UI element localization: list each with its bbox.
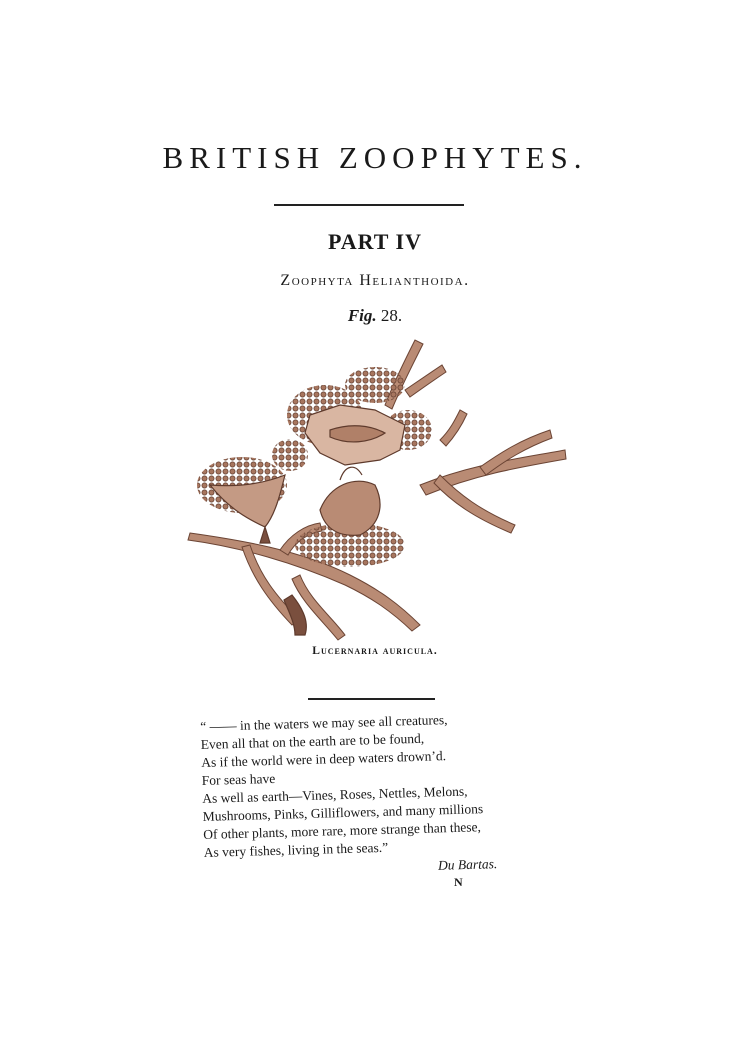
- poem-line: As well as earth—Vines, Roses, Nettles, Melons,: [202, 783, 468, 806]
- lucernaria-illustration: [180, 335, 570, 645]
- figure-number: 28.: [380, 306, 403, 325]
- figure-caption: Lucernaria auricula.: [312, 645, 438, 657]
- part-subtitle: Zoophyta Helianthoida.: [280, 272, 470, 289]
- poem-quote: [200, 708, 564, 862]
- figure-label-text: Fig.: [347, 306, 377, 325]
- poem-line: Of other plants, more rare, more strange than these,: [203, 819, 482, 842]
- page-title: BRITISH ZOOPHYTES.: [162, 140, 588, 175]
- signature-mark: N: [454, 875, 463, 889]
- poem-line: As very fishes, living in the seas.”: [203, 839, 389, 860]
- polyp-clusters: [197, 367, 432, 567]
- poem-line: “ —— in the waters we may see all creatures,: [200, 712, 448, 734]
- poem-author: Du Bartas.: [437, 856, 498, 873]
- poem-line: Mushrooms, Pinks, Gilliflowers, and many millions: [202, 801, 484, 824]
- title-divider: [274, 204, 464, 206]
- caption-divider: [308, 698, 435, 700]
- figure-label: [0, 306, 750, 326]
- poem-line: Even all that on the earth are to be found,: [200, 730, 425, 752]
- poem-line: For seas have: [201, 770, 276, 788]
- part-heading: PART IV: [327, 229, 423, 254]
- poem-line: As if the world were in deep waters drown’d.: [201, 748, 447, 770]
